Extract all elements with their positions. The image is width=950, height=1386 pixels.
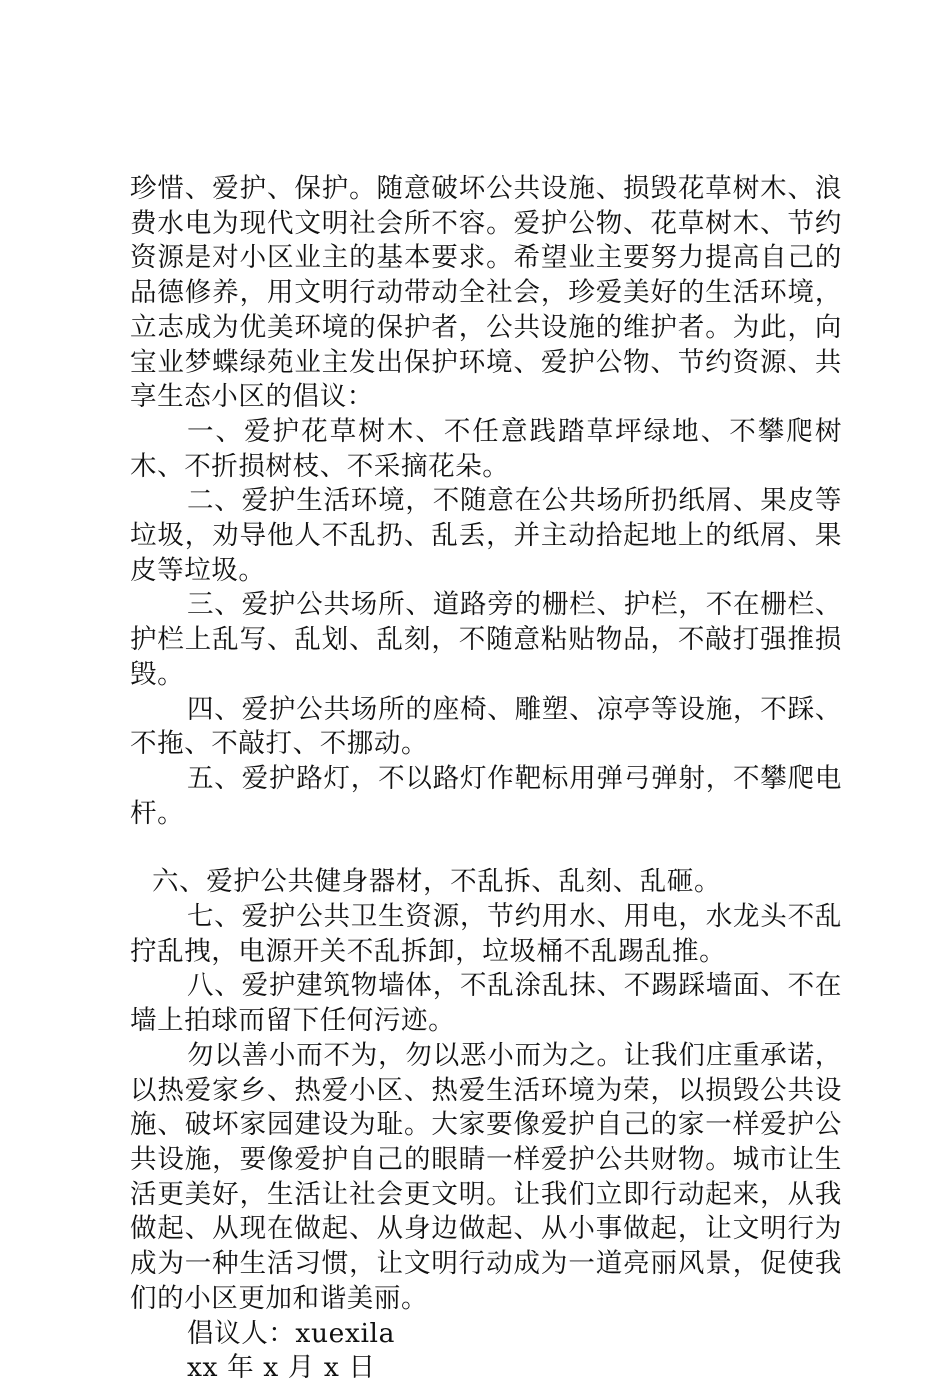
item-5-paragraph: 五、爱护路灯，不以路灯作靶标用弹弓弹射，不攀爬电杆。 xyxy=(130,762,842,829)
item-1-paragraph: 一、爱护花草树木、不任意践踏草坪绿地、不攀爬树木、不折损树枝、不采摘花朵。 xyxy=(130,415,842,482)
item-7-paragraph: 七、爱护公共卫生资源，节约用水、用电，水龙头不乱拧乱拽，电源开关不乱拆卸，垃圾桶不乱踢乱推。 xyxy=(130,901,842,967)
item-6-paragraph: 六、爱护公共健身器材，不乱拆、乱刻、乱砸。 xyxy=(152,866,722,898)
item-3-paragraph: 三、爱护公共场所、道路旁的栅栏、护栏，不在栅栏、护栏上乱写、乱划、乱刻，不随意粘贴物品，不敲打强推损毁。 xyxy=(130,589,842,690)
item-8-paragraph: 八、爱护建筑物墙体，不乱涂乱抹、不踢踩墙面、不在墙上拍球而留下任何污迹。 xyxy=(130,970,842,1037)
signature-line: 倡议人：xuexila xyxy=(187,1317,395,1349)
intro-paragraph: 珍惜、爱护、保护。随意破坏公共设施、损毁花草树木、浪费水电为现代文明社会所不容。爱护公物、花草树木、节约资源是对小区业主的基本要求。希望业主要努力提高自己的品德修养，用文明行动带动全社会，珍爱美好的生活环境，立志成为优美环境的保护者，公共设施的维护者。为此，向宝业梦蝶绿苑业主发出保护环境、爱护公物、节约资源、共享生态小区的倡议： xyxy=(130,173,842,413)
item-4-paragraph: 四、爱护公共场所的座椅、雕塑、凉亭等设施，不踩、不拖、不敲打、不挪动。 xyxy=(130,693,842,760)
date-line: xx 年 x 月 x 日 xyxy=(187,1352,376,1384)
document-page xyxy=(130,172,842,1386)
item-2-paragraph: 二、爱护生活环境，不随意在公共场所扔纸屑、果皮等垃圾，劝导他人不乱扔、乱丢，并主动拾起地上的纸屑、果皮等垃圾。 xyxy=(130,485,842,586)
closing-paragraph: 勿以善小而不为，勿以恶小而为之。让我们庄重承诺，以热爱家乡、热爱小区、热爱生活环境为荣，以损毁公共设施、破坏家园建设为耻。大家要像爱护自己的家一样爱护公共设施，要像爱护自己的眼睛一样爱护公共财物。城市让生活更美好，生活让社会更文明。让我们立即行动起来，从我做起、从现在做起、从身边做起、从小事做起，让文明行为成为一种生活习惯，让文明行动成为一道亮丽风景，促使我们的小区更加和谐美丽。 xyxy=(130,1039,842,1314)
